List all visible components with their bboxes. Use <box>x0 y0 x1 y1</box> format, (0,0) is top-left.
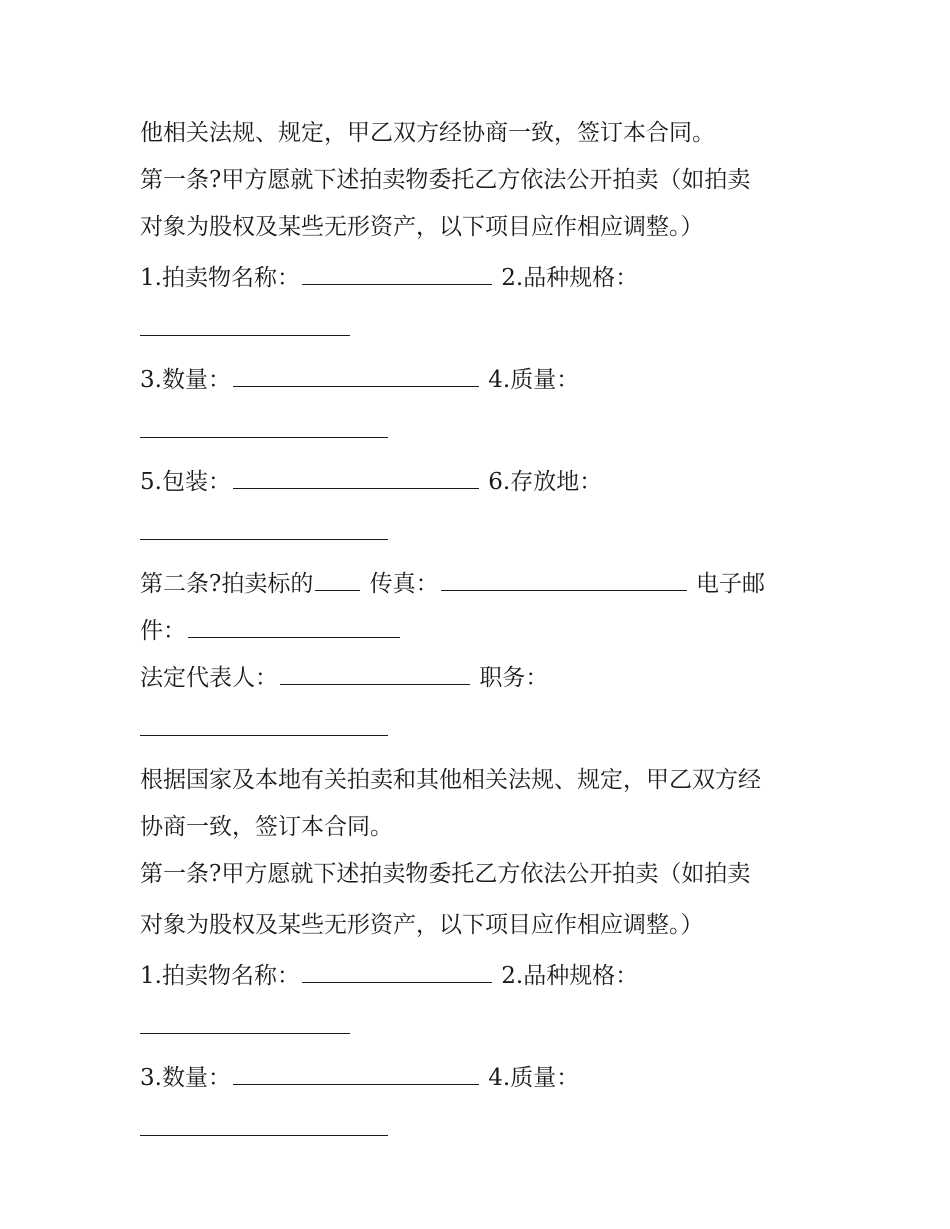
quality-blank-row <box>140 1104 830 1155</box>
position-blank-row <box>140 704 830 755</box>
email-label: 电子邮 <box>695 571 765 597</box>
storage-label: 6.存放地： <box>488 469 603 495</box>
legal-rep-blank <box>280 664 470 685</box>
item-spec-blank-row <box>140 1002 830 1053</box>
quantity-label: 3.数量： <box>140 1065 231 1091</box>
legal-rep-row <box>140 653 830 704</box>
quantity-label: 3.数量： <box>140 367 231 393</box>
auction-target-blank <box>315 570 360 591</box>
item-spec-blank-row <box>140 304 830 355</box>
fax-blank <box>441 570 687 591</box>
item-name-label: 1.拍卖物名称： <box>140 963 300 989</box>
text-line: 协商一致，签订本合同。 <box>140 814 393 840</box>
item-spec-label: 2.品种规格： <box>501 963 639 989</box>
quantity-blank <box>233 1064 479 1085</box>
email-row <box>140 610 830 653</box>
text-line: 第一条?甲方愿就下述拍卖物委托乙方依法公开拍卖（如拍卖 <box>140 167 751 193</box>
email-label-cont: 件： <box>140 618 186 644</box>
item-name-label: 1.拍卖物名称： <box>140 265 300 291</box>
item-row-5-6 <box>140 457 830 508</box>
text-line: 他相关法规、规定，甲乙双方经协商一致，签订本合同。 <box>140 120 715 146</box>
item-name-blank <box>302 264 492 285</box>
packaging-blank <box>233 468 479 489</box>
text-line: 第一条?甲方愿就下述拍卖物委托乙方依法公开拍卖（如拍卖 <box>140 861 751 887</box>
item-spec-blank <box>140 315 350 336</box>
item-row-3-4 <box>140 355 830 406</box>
packaging-label: 5.包装： <box>140 469 231 495</box>
position-label: 职务： <box>479 665 549 691</box>
position-blank <box>140 715 388 736</box>
quality-blank <box>140 1115 388 1136</box>
contract-body <box>140 108 830 1155</box>
text-line: 对象为股权及某些无形资产，以下项目应作相应调整。） <box>140 912 704 938</box>
email-blank <box>188 617 400 638</box>
item-row-1-2 <box>140 253 830 304</box>
legal-rep-label: 法定代表人： <box>140 665 278 691</box>
text-line: 对象为股权及某些无形资产，以下项目应作相应调整。） <box>140 214 704 240</box>
quality-blank <box>140 417 388 438</box>
item-spec-label: 2.品种规格： <box>501 265 639 291</box>
item-row-1-2 <box>140 951 830 1002</box>
text-line: 根据国家及本地有关拍卖和其他相关法规、规定，甲乙双方经 <box>140 767 761 793</box>
fax-label: 传真： <box>369 571 439 597</box>
quality-label: 4.质量： <box>488 367 580 393</box>
article-2-row <box>140 559 830 610</box>
item-spec-blank <box>140 1013 350 1034</box>
storage-blank <box>140 519 388 540</box>
quantity-blank <box>233 366 479 387</box>
quality-label: 4.质量： <box>488 1065 580 1091</box>
item-row-3-4 <box>140 1053 830 1104</box>
article-2-label: 第二条?拍卖标的 <box>140 571 314 597</box>
item-name-blank <box>302 962 492 983</box>
quality-blank-row <box>140 406 830 457</box>
storage-blank-row <box>140 508 830 559</box>
